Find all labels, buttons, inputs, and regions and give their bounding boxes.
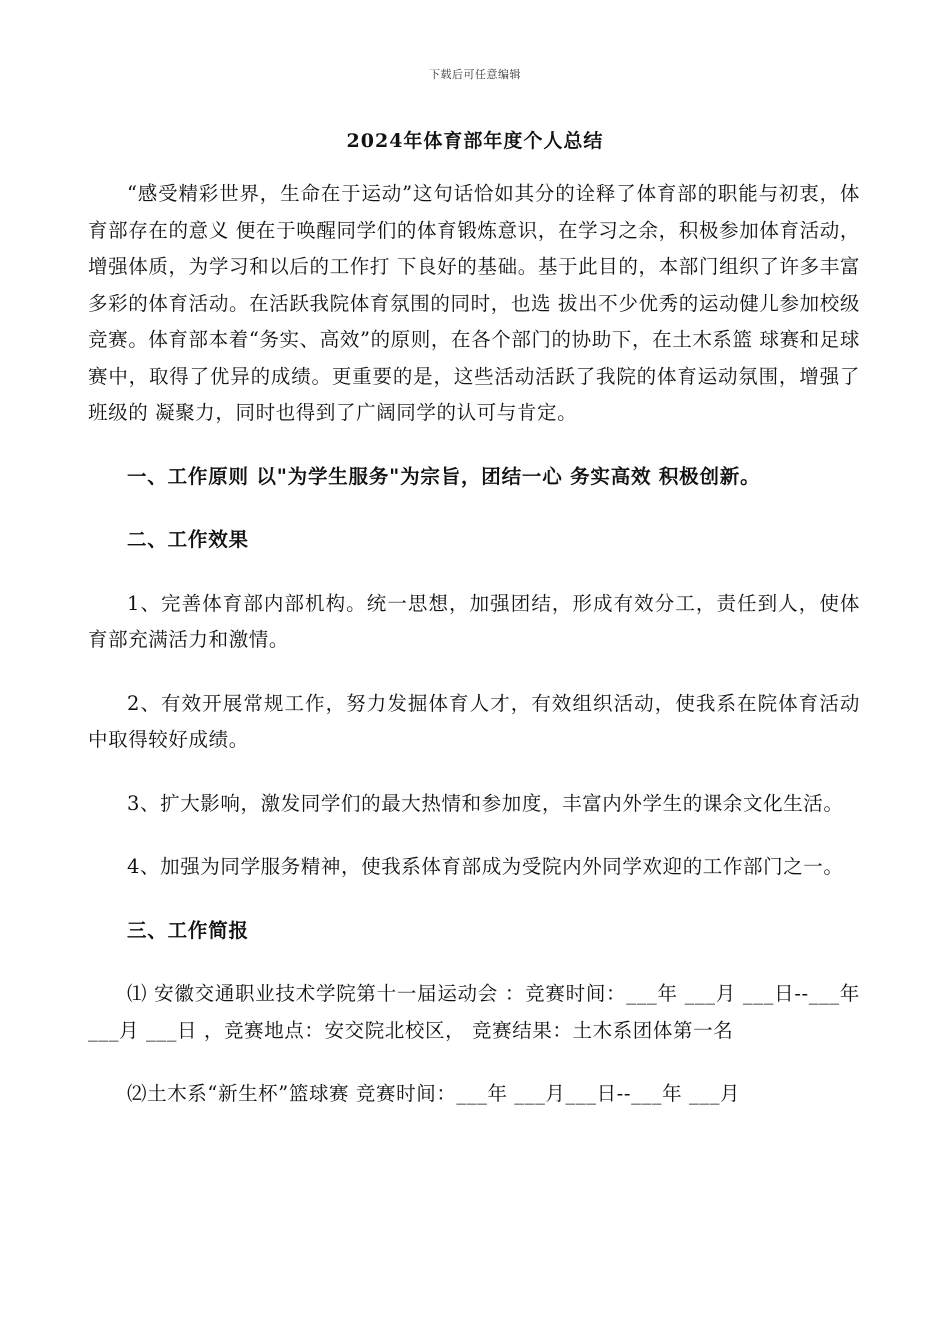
report-item-2: ⑵土木系“新生杯”篮球赛 竞赛时间：___年 ___月___日--___年 ___月 — [127, 1082, 741, 1105]
effect-item-3: 3、扩大影响，激发同学们的最大热情和参加度，丰富内外学生的课余文化生活。 — [127, 791, 844, 815]
section-heading-briefing: 三、工作简报 — [127, 918, 249, 942]
section-heading-principles: 一、工作原则 以"为学生服务"为宗旨，团结一心 务实高效 积极创新。 — [127, 464, 761, 488]
document-title: 2024年体育部年度个人总结 — [346, 130, 604, 152]
section-heading-effects: 二、工作效果 — [127, 528, 249, 551]
effect-item-2: 2、有效开展常规工作，努力发掘体育人才，有效组织活动，使我系在院体育活动中取得较好成绩。 — [88, 691, 860, 751]
document-body — [88, 176, 860, 1140]
effect-item-4: 4、加强为同学服务精神，使我系体育部成为受院内外同学欢迎的工作部门之一。 — [127, 855, 844, 878]
intro-paragraph: “感受精彩世界，生命在于运动”这句话恰如其分的诠释了体育部的职能与初衷，体育部存在的意义 便在于唤醒同学们的体育锻炼意识，在学习之余，积极参加体育活动，增强体质，为学习和以后的工作打 下良好的基础。基于此目的，本部门组织了许多丰富多彩的体育活动。在活跃我院体育氛围的同时，也选 拔出不少优秀的运动健儿参加校级竞赛。体育部本着“务实、高效”的原则，在各个部门的协助下，在土木系篮 球赛和足球赛中，取得了优异的成绩。更重要的是，这些活动活跃了我院的体育运动氛围，增强了班级的 凝聚力，同时也得到了广阔同学的认可与肯定。 — [88, 182, 860, 424]
effect-item-1: 1、完善体育部内部机构。统一思想，加强团结，形成有效分工，责任到人，使体育部充满活力和激情。 — [88, 591, 860, 651]
header-note: 下载后可任意编辑 — [429, 68, 521, 81]
report-item-1: ⑴ 安徽交通职业技术学院第十一届运动会 ：竞赛时间：___年 ___月 ___日--___年 ___月 ___日 ，竞赛地点：安交院北校区， 竞赛结果：土木系团体第一名 — [88, 982, 860, 1042]
